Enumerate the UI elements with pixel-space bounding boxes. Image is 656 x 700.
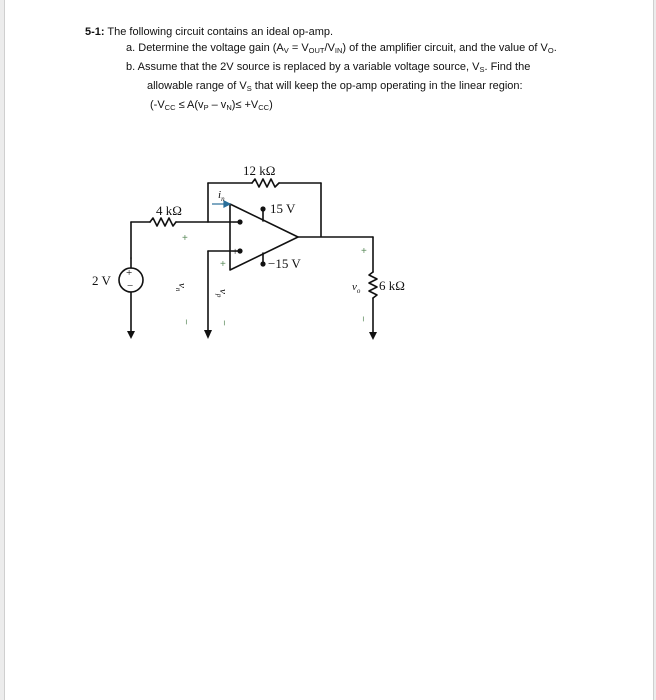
inequality-text: (-V	[150, 99, 165, 111]
r-load-label: 6 kΩ	[379, 278, 405, 293]
problem-intro: The following circuit contains an ideal op-amp.	[104, 26, 334, 38]
part-a-text: Determine the voltage gain (A	[135, 42, 284, 54]
inequality-text: – v	[208, 99, 227, 111]
vp-minus-sign: −	[218, 320, 229, 326]
part-a-letter: a.	[126, 42, 136, 54]
negative-supply-label: −15 V	[268, 256, 301, 271]
opamp-inverting-sign: −	[232, 217, 239, 229]
positive-supply-label: 15 V	[270, 201, 296, 216]
vn-label: $v_n$	[174, 283, 188, 292]
part-a-text: .	[553, 42, 557, 54]
part-b-text: allowable range of V	[147, 80, 247, 92]
subscript: IN	[334, 46, 343, 55]
subscript: V	[283, 46, 289, 55]
inequality-text: )≤ +V	[231, 99, 259, 111]
current-in-label: $i_n$	[218, 189, 225, 203]
terminal-arrow	[369, 332, 377, 340]
vo-label: $v_o$	[352, 281, 361, 295]
source-label: 2 V	[92, 273, 111, 288]
vn-plus-sign: +	[182, 233, 188, 244]
part-b-letter: b.	[126, 61, 136, 73]
vn-minus-sign: −	[180, 319, 191, 325]
subscript: N	[226, 103, 232, 112]
subscript: O	[547, 46, 554, 55]
subscript: CC	[164, 103, 176, 112]
source-minus-sign: −	[127, 280, 134, 292]
part-a-text: = V	[288, 42, 309, 54]
part-b-text: that will keep the op-amp operating in the linear region:	[251, 80, 523, 92]
node-positive-supply	[260, 206, 265, 211]
part-b-text: . Find the	[484, 61, 531, 73]
terminal-arrow	[127, 331, 135, 339]
current-arrow-head	[224, 201, 230, 207]
inequality-text: )	[269, 99, 273, 111]
inequality-text: ≤ A(v	[175, 99, 204, 111]
vo-plus-sign: +	[361, 246, 367, 257]
subscript: P	[203, 103, 209, 112]
subscript: CC	[258, 103, 270, 112]
subscript: OUT	[308, 46, 325, 55]
r-feedback-label: 12 kΩ	[243, 163, 276, 178]
vp-plus-sign: +	[220, 259, 226, 270]
part-a-text: ) of the amplifier circuit, and the value of V	[342, 42, 548, 54]
r-input-label: 4 kΩ	[156, 203, 182, 218]
vo-minus-sign: −	[357, 316, 368, 322]
vp-label: $v_p$	[215, 289, 229, 298]
opamp-noninverting-sign: +	[232, 246, 239, 258]
resistor-12k-symbol	[252, 179, 279, 187]
source-plus-sign: +	[126, 267, 133, 279]
resistor-4k-symbol	[150, 218, 176, 226]
problem-number: 5-1:	[85, 26, 105, 38]
subscript: S	[246, 84, 252, 93]
node-negative-supply	[260, 261, 265, 266]
resistor-6k-symbol	[369, 272, 377, 298]
subscript: S	[479, 65, 485, 74]
terminal-arrow	[204, 330, 212, 339]
part-a-text: /V	[324, 42, 335, 54]
part-b-text: Assume that the 2V source is replaced by a variable voltage source, V	[135, 61, 480, 73]
